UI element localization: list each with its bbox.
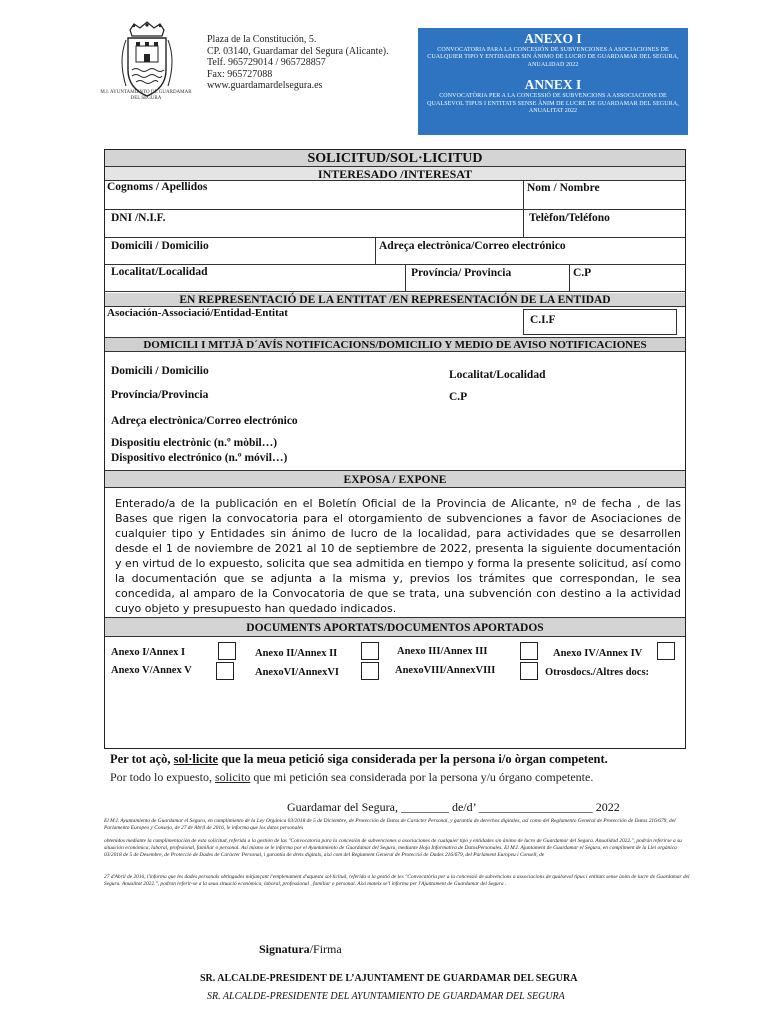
annex8-checkbox[interactable]	[520, 662, 538, 680]
annex5-checkbox[interactable]	[216, 662, 234, 680]
dni-label: DNI /N.I.F.	[111, 212, 166, 224]
notificaciones-section-header: DOMICILI I MITJÀ D´AVÍS NOTIFICACIONS/DOMICILIO Y MEDIO DE AVISO NOTIFICACIONES	[105, 338, 685, 352]
divider	[405, 265, 406, 291]
annex2-checkbox[interactable]	[361, 642, 379, 660]
annex8-label: AnexoVIII/AnnexVIII	[395, 665, 496, 676]
row-entidad	[105, 307, 685, 338]
address-line: CP. 03140, Guardamar del Segura (Alicante).	[207, 45, 389, 57]
row-names	[105, 181, 685, 210]
annex2-label: Anexo II/Annex II	[255, 648, 338, 659]
divider	[523, 210, 524, 237]
annex3-checkbox[interactable]	[520, 642, 538, 660]
apellidos-label: Cognoms / Apellidos	[107, 181, 208, 193]
annex1-label: Anexo I/Annex I	[111, 647, 186, 658]
notif-localidad-label: Localitat/Localidad	[449, 369, 546, 381]
annex-es-title: ANEXO I	[524, 31, 582, 46]
notif-dispositiu-label: Dispositiu electrònic (n.º mòbil…)	[111, 437, 278, 449]
correo-label: Adreça electrònica/Correo electrónico	[379, 240, 566, 252]
divider	[569, 265, 570, 291]
conclusion-es	[110, 770, 593, 785]
annex-title-box	[418, 28, 688, 135]
signature-label[interactable]	[259, 942, 342, 957]
annex1-checkbox[interactable]	[218, 642, 236, 660]
annex4-label: Anexo IV/Annex IV	[553, 648, 643, 659]
annex4-checkbox[interactable]	[657, 642, 675, 660]
addressee-es: SR. ALCALDE-PRESIDENTE DEL AYUNTAMIENTO DE GUARDAMAR DEL SEGURA	[207, 991, 565, 1002]
annex-ca-title: ANNEX I	[524, 77, 582, 93]
conclusion-ca	[110, 752, 608, 767]
municipal-address-block	[207, 34, 389, 92]
website-link[interactable]: www.guardamardelsegura.es	[207, 80, 323, 91]
annex6-label: AnexoVI/AnnexVI	[255, 667, 340, 678]
interesado-section-header: INTERESADO /INTERESAT	[105, 167, 685, 181]
conclusion-ca-post: que la meua petició siga considerada per la persona i/o òrgan competent.	[218, 752, 608, 766]
divider	[523, 181, 524, 209]
signature-label-es: /Firma	[309, 942, 342, 956]
legal-text-1: El M.I. Ayuntamiento de Guardamar el Segura, en cumplimiento de la Ley Orgánica 03/2018 de 5 de Diciembre, de Protección de Datos de Carácter Personal, y garantía de derechos digitales, así como del Reglamento General de Protección de Datos 216/679, del Parlamento Europeo y Consejo, de 27 de Abril de 2016, le informa que los datos personales	[104, 818, 676, 831]
fax-line: Fax: 965727088	[207, 68, 273, 80]
row-localidad	[105, 265, 685, 292]
notif-cp-label: C.P	[449, 391, 468, 403]
cif-label: C.I.F	[530, 314, 556, 326]
addressee-ca: SR. ALCALDE-PRESIDENT DE L’AJUNTAMENT DE GUARDAMAR DEL SEGURA	[200, 973, 578, 984]
representacion-section-header: EN REPRESENTACIÓ DE LA ENTITAT /EN REPRESENTACIÓN DE LA ENTIDAD	[105, 293, 685, 307]
annex-es-description: CONVOCATORIA PARA LA CONCESIÓN DE SUBVENCIONES A ASOCIACIONES DE CUALQUIER TIPO Y ENTIDADES SIN ÁNIMO DE LUCRO DE GUARDAMAR DEL SEGURA, ANUALIDAD 2022	[427, 47, 679, 68]
nombre-label: Nom / Nombre	[527, 182, 600, 194]
domicilio-label: Domicili / Domicilio	[111, 240, 209, 252]
annex6-checkbox[interactable]	[361, 662, 379, 680]
address-line: Plaza de la Constitución, 5.	[207, 34, 317, 45]
conclusion-es-verb: solicito	[215, 770, 251, 784]
annex-ca-description: CONVOCATÒRIA PER A LA CONCESSIÓ DE SUBVENCIONS A ASSOCIACIONS DE QUALSEVOL TIPUS I ENTITATS SENSE ÀNIM DE LUCRE DE GUARDAMAR DEL SEGURA, ANUALITAT 2022	[427, 93, 679, 115]
phone-line: Telf. 965729014 / 965728857	[207, 57, 326, 68]
conclusion-es-pre: Por todo lo expuesto,	[110, 770, 215, 784]
cp-label: C.P	[573, 267, 592, 279]
expone-section-header: EXPOSA / EXPONE	[105, 470, 685, 488]
provincia-label: Província/ Provincia	[411, 267, 512, 279]
legal-text-3: 27 d'Abril de 2016, l'informa que les dades personals obtingudes mitjançant l'emplenament d'aquesta sol·licitud, referida a la gestió de les "Convocatòria per a la concessió de subvencions a associacions de qualsevol tipus i entitats sense ànim de lucre de Guardamar del Segura. Anualitat 2022.", podran referir-se a la seua situació econòmica, laboral, professional , familiar o personal. Així mateix se'l informa per l'Ajuntament de Guardamar del Segura .	[104, 874, 690, 887]
localidad-label: Localitat/Localidad	[111, 266, 208, 278]
date-line[interactable]: Guardamar del Segura, ________ de/d’ ___________________ 2022	[287, 800, 620, 814]
notif-correo-label: Adreça electrònica/Correo electrónico	[111, 415, 298, 427]
annex3-label: Anexo III/Annex III	[397, 646, 488, 657]
solicitud-form	[104, 149, 686, 749]
entidad-label: Asociación-Associació/Entidad-Entitat	[107, 307, 288, 319]
telefono-label: Telèfon/Teléfono	[529, 212, 610, 224]
annex5-label: Anexo V/Annex V	[111, 665, 192, 676]
form-title: SOLICITUD/SOL·LICITUD	[105, 150, 685, 167]
signature-label-ca: Signatura	[259, 942, 310, 956]
conclusion-ca-verb: sol·licite	[173, 752, 219, 766]
notif-dispositivo-label: Dispositivo electrónico (n.º móvil…)	[111, 452, 288, 464]
notif-domicilio-label: Domicili / Domicilio	[111, 365, 209, 377]
cif-field[interactable]	[523, 309, 677, 335]
divider	[375, 238, 376, 264]
notif-provincia-label: Província/Provincia	[111, 389, 209, 401]
crest-caption: M.I. AYUNTAMIENTO DE GUARDAMAR DEL SEGURA	[100, 90, 192, 101]
row-domicilio	[105, 238, 685, 265]
legal-text-2: obtenidos mediante la cumplimentación de esta solicitud, referida a la gestión de las "Convocatoria para la concesión de subvenciones a asociaciones de cualquier tipo y entidades sin ánimo de lucro de Guardamar del Segura. Anualidad 2022.", podrán referirse a su situación económica, laboral, profesional, familiar o personal. Así mismo se le informa por el Ayuntamiento de Guardamar del Segura, mediante Hoja Informativa de DatosPersonales. El M.I. Ajuntament de Guardamar el Segura, en compliment de la Llei orgànica 03/2018 de 5 de Desembre, de Protecció de Dades de Caràcter Personal, i garantia de drets digitals, així com del Reglament General de Protecció de Dades 216/679, del Parlament Europeu i Consell, de	[104, 838, 682, 858]
documentos-section-header: DOCUMENTS APORTATS/DOCUMENTOS APORTADOS	[105, 617, 685, 637]
expone-text: Enterado/a de la publicación en el Boletín Oficial de la Provincia de Alicante, nº de fecha , de las Bases que rigen la convocatoria para el otorgamiento de subvenciones a favor de Asociaciones de cualquier tipo y Entidades sin ánimo de lucro de la localidad, para actividades que se desarrollen desde el 1 de noviembre de 2021 al 10 de septiembre de 2022, presenta la siguiente documentación y en virtud de lo expuesto, solicita que sea admitida en tiempo y forma la presente solicitud, así como la documentación que se adjunta a la misma y, previos los trámites que correspondan, le sea concedida, al amparo de la Convocatoria de que se trata, una subvención con destino a la actividad cuyo objeto y presupuesto han quedado indicados.	[115, 497, 681, 615]
row-dni	[105, 210, 685, 238]
otros-docs-label: Otrosdocs./Altres docs:	[545, 667, 650, 678]
conclusion-ca-pre: Per tot açò,	[110, 752, 174, 766]
conclusion-es-post: que mi petición sea considerada por la persona y/u órgano competente.	[250, 770, 594, 784]
